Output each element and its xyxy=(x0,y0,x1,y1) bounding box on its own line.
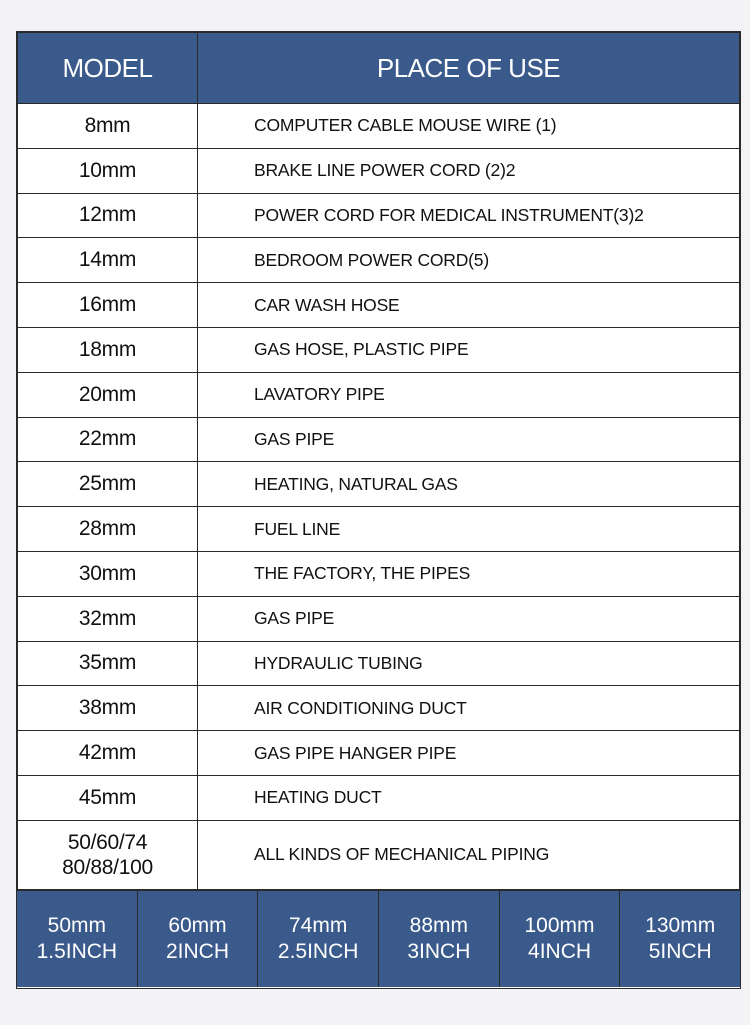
use-cell: BRAKE LINE POWER CORD (2)2 xyxy=(198,148,740,193)
use-cell: HEATING DUCT xyxy=(198,775,740,820)
size-cell xyxy=(500,891,621,987)
use-cell: LAVATORY PIPE xyxy=(198,372,740,417)
size-mm: 74mm xyxy=(289,913,348,937)
table-row xyxy=(18,417,740,462)
use-cell: GAS PIPE xyxy=(198,417,740,462)
table-row xyxy=(18,193,740,238)
size-mm: 60mm xyxy=(168,913,227,937)
table-row xyxy=(18,462,740,507)
table-row xyxy=(18,731,740,776)
size-cell xyxy=(620,891,740,987)
size-cell xyxy=(17,891,138,987)
model-cell: 22mm xyxy=(18,417,198,462)
table-row xyxy=(18,686,740,731)
model-cell: 38mm xyxy=(18,686,198,731)
table-row-multi-size xyxy=(18,820,740,889)
use-cell: HEATING, NATURAL GAS xyxy=(198,462,740,507)
table-row xyxy=(18,327,740,372)
size-mm: 100mm xyxy=(524,913,595,937)
table-row xyxy=(18,641,740,686)
table-row xyxy=(18,596,740,641)
size-mm: 88mm xyxy=(409,913,469,937)
size-cell xyxy=(138,891,259,987)
use-cell: GAS HOSE, PLASTIC PIPE xyxy=(198,327,740,372)
table-row xyxy=(18,551,740,596)
model-cell: 12mm xyxy=(18,193,198,238)
size-inch: 3INCH xyxy=(407,939,471,963)
model-cell: 25mm xyxy=(18,462,198,507)
model-cell: 14mm xyxy=(18,238,198,283)
size-cell xyxy=(258,891,379,987)
use-cell: ALL KINDS OF MECHANICAL PIPING xyxy=(198,820,740,889)
size-inch: 2.5INCH xyxy=(277,939,359,963)
size-inch: 1.5INCH xyxy=(36,939,118,963)
model-cell: 45mm xyxy=(18,775,198,820)
use-cell: GAS PIPE xyxy=(198,596,740,641)
model-cell: 30mm xyxy=(18,551,198,596)
table-header-row xyxy=(18,33,740,104)
model-cell: 42mm xyxy=(18,731,198,776)
use-cell: COMPUTER CABLE MOUSE WIRE (1) xyxy=(198,104,740,149)
use-cell: THE FACTORY, THE PIPES xyxy=(198,551,740,596)
table-row xyxy=(18,104,740,149)
header-place-of-use: PLACE OF USE xyxy=(198,33,740,104)
size-inch: 5INCH xyxy=(648,939,712,963)
model-line-1: 50/60/74 xyxy=(67,830,148,854)
table-row xyxy=(18,148,740,193)
use-cell: FUEL LINE xyxy=(198,507,740,552)
model-use-table xyxy=(17,32,740,890)
model-cell: 32mm xyxy=(18,596,198,641)
model-cell: 16mm xyxy=(18,283,198,328)
table-row xyxy=(18,238,740,283)
use-cell: BEDROOM POWER CORD(5) xyxy=(198,238,740,283)
model-cell: 10mm xyxy=(18,148,198,193)
model-cell: 18mm xyxy=(18,327,198,372)
model-cell: 20mm xyxy=(18,372,198,417)
table-row xyxy=(18,775,740,820)
size-mm: 50mm xyxy=(47,913,107,937)
use-cell: AIR CONDITIONING DUCT xyxy=(198,686,740,731)
size-inch: 4INCH xyxy=(528,939,592,963)
use-cell: POWER CORD FOR MEDICAL INSTRUMENT(3)2 xyxy=(198,193,740,238)
use-cell: CAR WASH HOSE xyxy=(198,283,740,328)
table-row xyxy=(18,372,740,417)
model-cell-multi xyxy=(18,820,198,889)
table-row xyxy=(18,283,740,328)
use-cell: GAS PIPE HANGER PIPE xyxy=(198,731,740,776)
use-cell: HYDRAULIC TUBING xyxy=(198,641,740,686)
spec-sheet xyxy=(16,31,741,989)
table-row xyxy=(18,507,740,552)
size-conversion-strip xyxy=(17,890,740,987)
size-cell xyxy=(379,891,500,987)
size-mm: 130mm xyxy=(645,913,716,937)
header-model: MODEL xyxy=(18,33,198,104)
model-cell: 28mm xyxy=(18,507,198,552)
model-cell: 35mm xyxy=(18,641,198,686)
model-line-2: 80/88/100 xyxy=(62,855,153,879)
model-cell: 8mm xyxy=(18,104,198,149)
size-inch: 2INCH xyxy=(166,939,230,963)
